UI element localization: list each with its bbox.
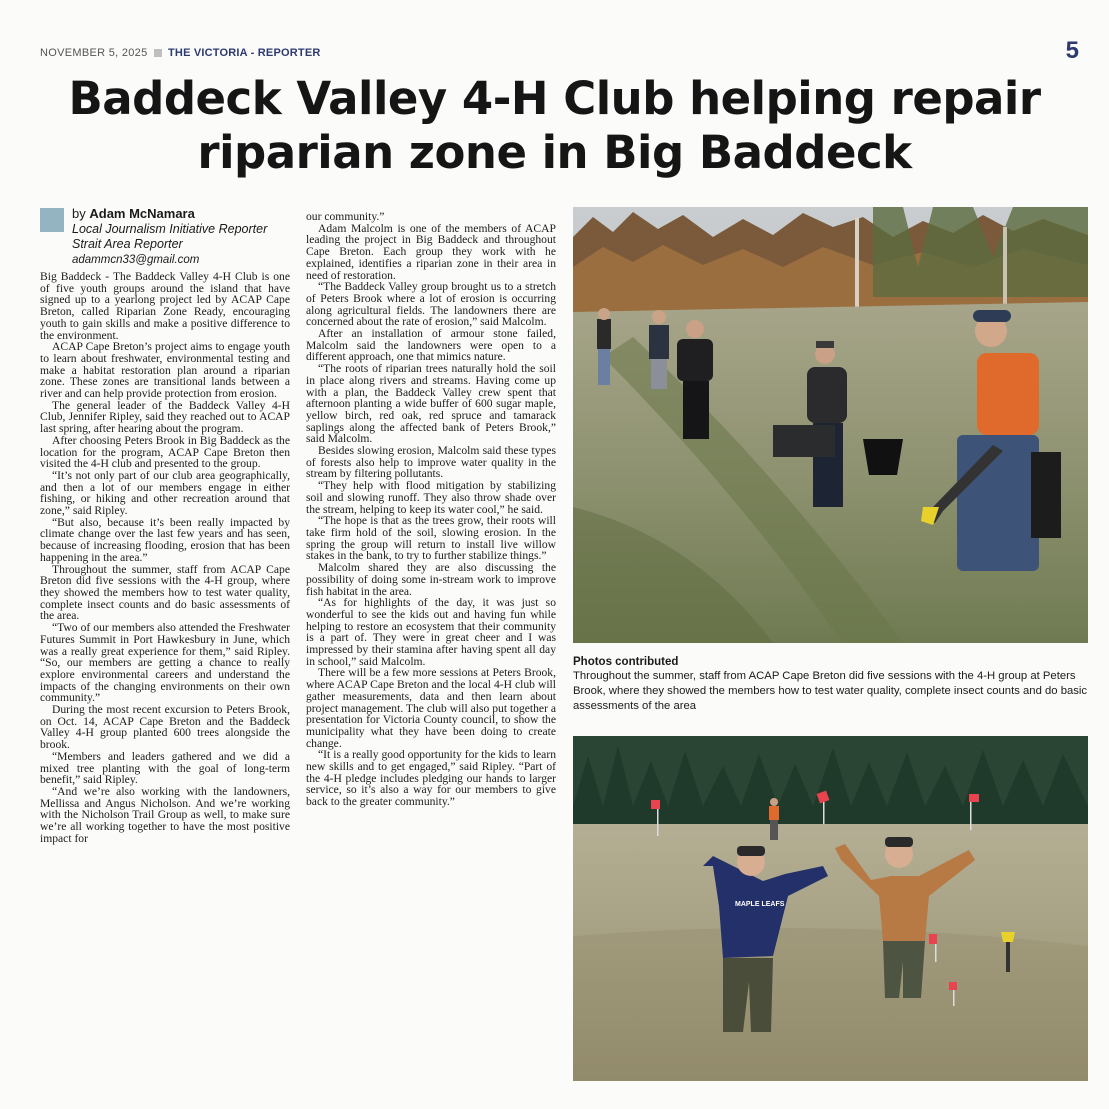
paragraph: “Two of our members also attended the Freshwater Futures Summit in Port Hawkesbury in June, which was a really great experience for them,” said Ripley. “So, our members are getting a chance to really explore environmental careers and understand the impacts of the changing environments on their own community.” — [40, 621, 290, 705]
paragraph: Malcolm shared they are also discussing the possibility of doing some in-stream work to improve fish habitat in the area. — [306, 561, 556, 598]
byline-square — [40, 208, 64, 232]
photo-tree-planting-walk — [573, 207, 1088, 643]
paragraph: ACAP Cape Breton’s project aims to engage youth to learn about freshwater, environmental testing and make a habitat restoration plan around a riparian zone. These zones are transitional lands between a river and can help provide protection from erosion. — [40, 340, 290, 401]
masthead-separator — [154, 49, 162, 57]
paragraph: “As for highlights of the day, it was just so wonderful to see the kids out and having fun while helping to restore an ecosystem that their community is a part of. They were in great cheer and I was impressed by their stamina after having spent all day in school,” said Malcolm. — [306, 596, 556, 668]
paragraph: our community.” — [306, 210, 385, 223]
article-column-1 — [40, 271, 290, 844]
paragraph: During the most recent excursion to Peters Brook, on Oct. 14, ACAP Cape Breton and the Baddeck Valley 4-H group planted 600 trees alongside the brook. — [40, 703, 290, 752]
paragraph: Throughout the summer, staff from ACAP Cape Breton did five sessions with the 4-H group, where they showed the members how to test water quality, complete insect counts and do basic assessments of the area. — [40, 562, 290, 623]
issue-date: NOVEMBER 5, 2025 — [40, 47, 148, 59]
paragraph: There will be a few more sessions at Peters Brook, where ACAP Cape Breton and the local 4-H club will gather measurements, data and then learn about project management. The club will also put together a presentation for Victoria County council, to show the municipality what they have been doing to create change. — [306, 666, 556, 750]
shirt-text: MAPLE LEAFS — [735, 901, 785, 908]
byline-role-1: Local Journalism Initiative Reporter — [72, 222, 268, 236]
paragraph: The general leader of the Baddeck Valley 4-H Club, Jennifer Ripley, said they reached out to ACAP last spring, after hearing about the program. — [40, 398, 290, 436]
photo-caption — [573, 655, 1093, 714]
paragraph: Big Baddeck - The Baddeck Valley 4-H Club is one of five youth groups around the island that have signed up to a yearlong project led by ACAP Cape Breton, called Riparian Zone Ready, encouraging youth to gain skills and make a positive difference to the environment. — [40, 270, 290, 342]
byline-author: Adam McNamara — [89, 206, 195, 221]
byline-role-2: Strait Area Reporter — [72, 237, 183, 251]
caption-text: Throughout the summer, staff from ACAP Cape Breton did five sessions with the 4-H group at Peters Brook, where they showed the members how to test water quality, complete insect counts and do basic assessments of the area — [573, 670, 1088, 712]
photo-kids-cheering — [573, 736, 1088, 1081]
page-number: 5 — [1065, 37, 1079, 64]
paragraph: “The roots of riparian trees naturally hold the soil in place along rivers and streams. Having come up with a plan, the Baddeck Valley crew spent that afternoon planting a wide buffer of 600 sugar maple, yellow birch, red oak, red spruce and tamarack saplings along the affected bank of Peters Brook,” said Malcolm. — [306, 362, 556, 446]
caption-title: Photos contributed — [573, 656, 679, 668]
paragraph: “The Baddeck Valley group brought us to a stretch of Peters Brook where a lot of erosion is occurring along agricultural fields. The landowners there are concerned about the rate of erosion,” said Malcolm. — [306, 280, 556, 329]
paragraph: “Members and leaders gathered and we did a mixed tree planting with the goal of long-term benefit,” said Ripley. — [40, 749, 290, 787]
photo-illustration — [573, 207, 1088, 643]
paragraph: Besides slowing erosion, Malcolm said these types of forests also help to improve water quality in the stream by filtering pollutants. — [306, 444, 556, 481]
person-walking — [597, 308, 611, 385]
headline-line-1: Baddeck Valley 4-H Club helping repair — [68, 72, 1041, 125]
paragraph: After an installation of armour stone failed, Malcolm said the landowners were open to a different approach, one that mimics nature. — [306, 327, 556, 364]
paragraph: After choosing Peters Brook in Big Baddeck as the location for the program, ACAP Cape Breton then visited the 4-H club and presented to the group. — [40, 433, 290, 471]
newspaper-name: THE VICTORIA - REPORTER — [168, 47, 321, 59]
paragraph: “And we’re also working with the landowners, Mellissa and Angus Nicholson. And we’re working with the Nicholson Trail Group as well, to make sure we’re all working together to have the most positive impact for — [40, 784, 290, 845]
byline-author-line — [72, 206, 292, 222]
paragraph: “They help with flood mitigation by stabilizing soil and slowing runoff. They also throw shade over the stream, helping to keep its water cool,” he said. — [306, 479, 556, 516]
article-column-2 — [306, 211, 556, 808]
paragraph: “The hope is that as the trees grow, their roots will take firm hold of the soil, slowing erosion. In the spring the group will return to install live willow stakes in the bank, to try to further stabilize things.” — [306, 514, 556, 563]
paragraph: “It is a really good opportunity for the kids to learn new skills and to get engaged,” said Ripley. “Part of the 4-H pledge includes pledging our hands to larger service, so it’s also a way for our members to give back to the greater community.” — [306, 748, 556, 809]
headline — [20, 72, 1089, 180]
byline-email: adammcn33@gmail.com — [72, 254, 200, 266]
photo-illustration — [573, 736, 1088, 1081]
paragraph: Adam Malcolm is one of the members of ACAP leading the project in Big Baddeck and throughout Cape Breton. Each group they work with he explained, identifies a riparian zone in their area in need of restoration. — [306, 221, 556, 282]
paragraph: “It’s not only part of our club area geographically, and then a lot of our members engage in either fishing, or hiking and other recreation around that zone,” said Ripley. — [40, 468, 290, 518]
paragraph: “But also, because it’s been really impacted by climate change over the last few years and has seen, because of increasing flooding, erosion that has been happening in the area.” — [40, 515, 290, 564]
byline-by: by — [72, 206, 86, 221]
headline-line-2: riparian zone in Big Baddeck — [197, 126, 912, 179]
masthead — [40, 37, 1079, 65]
